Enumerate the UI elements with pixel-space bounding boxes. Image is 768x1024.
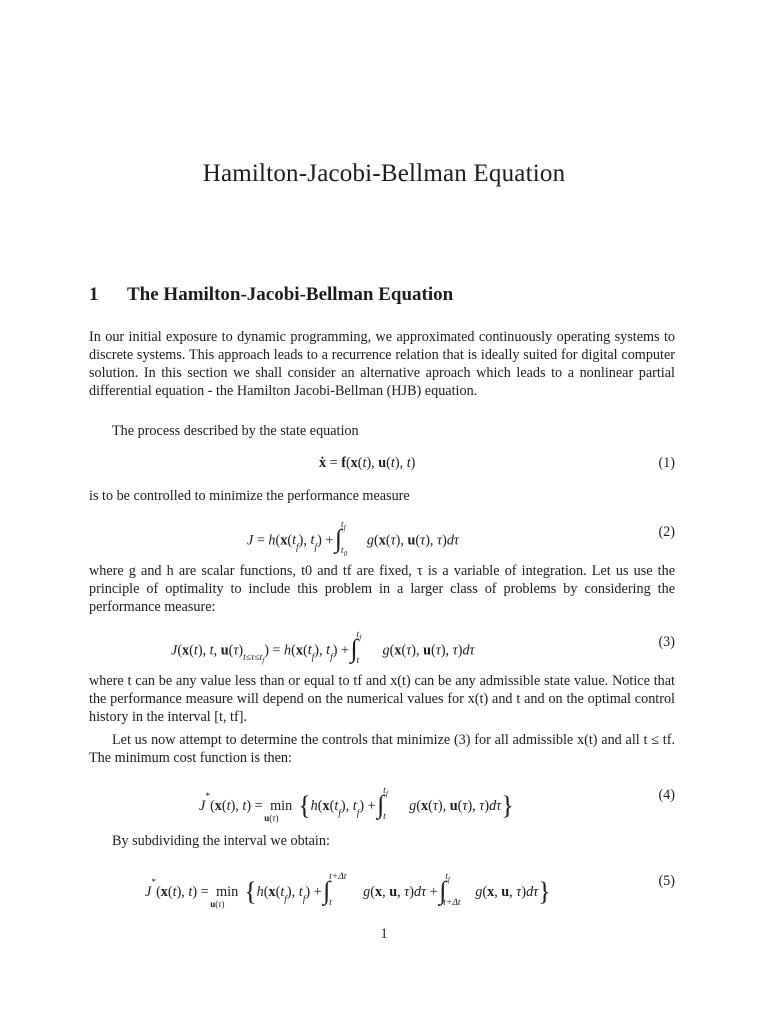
document-title: Hamilton-Jacobi-Bellman Equation	[202, 160, 566, 187]
section-title: The Hamilton-Jacobi-Bellman Equation	[127, 284, 454, 305]
section-heading	[89, 284, 689, 306]
equation-2-row	[89, 520, 675, 564]
paragraph-performance-intro: is to be controlled to minimize the performance measure	[89, 488, 410, 504]
equation-number-1: (1)	[658, 455, 675, 471]
paragraph-state-equation-intro: The process described by the state equation	[112, 423, 359, 439]
equation-1: ẋ = f(x(t), u(t), t)	[319, 455, 416, 471]
paragraph-intro: In our initial exposure to dynamic programming, we approximated continuously operating systems to discrete systems. This approach leads to a recurrence relation that is ideally suited for digital computer solution. In this section we shall consider an alternative aproach which leads to a nonlinear partial differential equation - the Hamilton Jacobi-Bellman (HJB) equation.	[89, 329, 675, 399]
paragraph-scalar-functions: where g and h are scalar functions, t0 and tf are fixed, τ is a variable of integration. Let us use the principle of optimality to include this problem in a larger class of problems by considering the performance measure:	[89, 563, 675, 615]
equation-4-row	[89, 787, 675, 827]
paragraph-subdividing: By subdividing the interval we obtain:	[112, 833, 330, 849]
equation-3: J(x(t), t, $u(\tau)_{t\le\tau\le t_f}) = h(x(t_f)$, $t_f$) + ∫ $t_f$ t g(x(τ), u(τ), τ)dτ	[171, 630, 475, 666]
paragraph-admissible-state: where t can be any value less than or equal to tf and x(t) can be any admissible state value. Notice that the performance measure will depend on the numerical values for x(t) and t and on the optimal control history in the interval [t, tf].	[89, 673, 675, 725]
equation-number-2: (2)	[658, 524, 675, 540]
equation-3-row	[89, 630, 675, 674]
equation-5-row	[89, 873, 675, 913]
section-number: 1	[89, 284, 99, 305]
page-number: 1	[380, 926, 388, 942]
equation-number-4: (4)	[658, 787, 675, 803]
equation-number-5: (5)	[658, 873, 675, 889]
equation-5: J*(x(t), t) = min u(τ) {$h(x(t_f)$, $t_f$) + ∫ t+Δt t g(x, u, τ)dτ + ∫ $t_f$ t+Δt g(x, u, τ)dτ}	[145, 871, 551, 909]
equation-number-3: (3)	[658, 634, 675, 650]
equation-4: J*(x(t), t) = min u(τ) {$h(x(t_f)$, $t_f$) + ∫ $t_f$ t g(x(τ), u(τ), τ)dτ}	[199, 785, 514, 823]
equation-2: $J = h(x(t_f)$, $t_f$) + ∫ $t_f$ $t_0$ g(x(τ), u(τ), τ)dτ	[247, 520, 459, 558]
paragraph-minimum-cost: Let us now attempt to determine the controls that minimize (3) for all admissible x(t) and all t ≤ tf. The minimum cost function is then:	[89, 732, 675, 766]
